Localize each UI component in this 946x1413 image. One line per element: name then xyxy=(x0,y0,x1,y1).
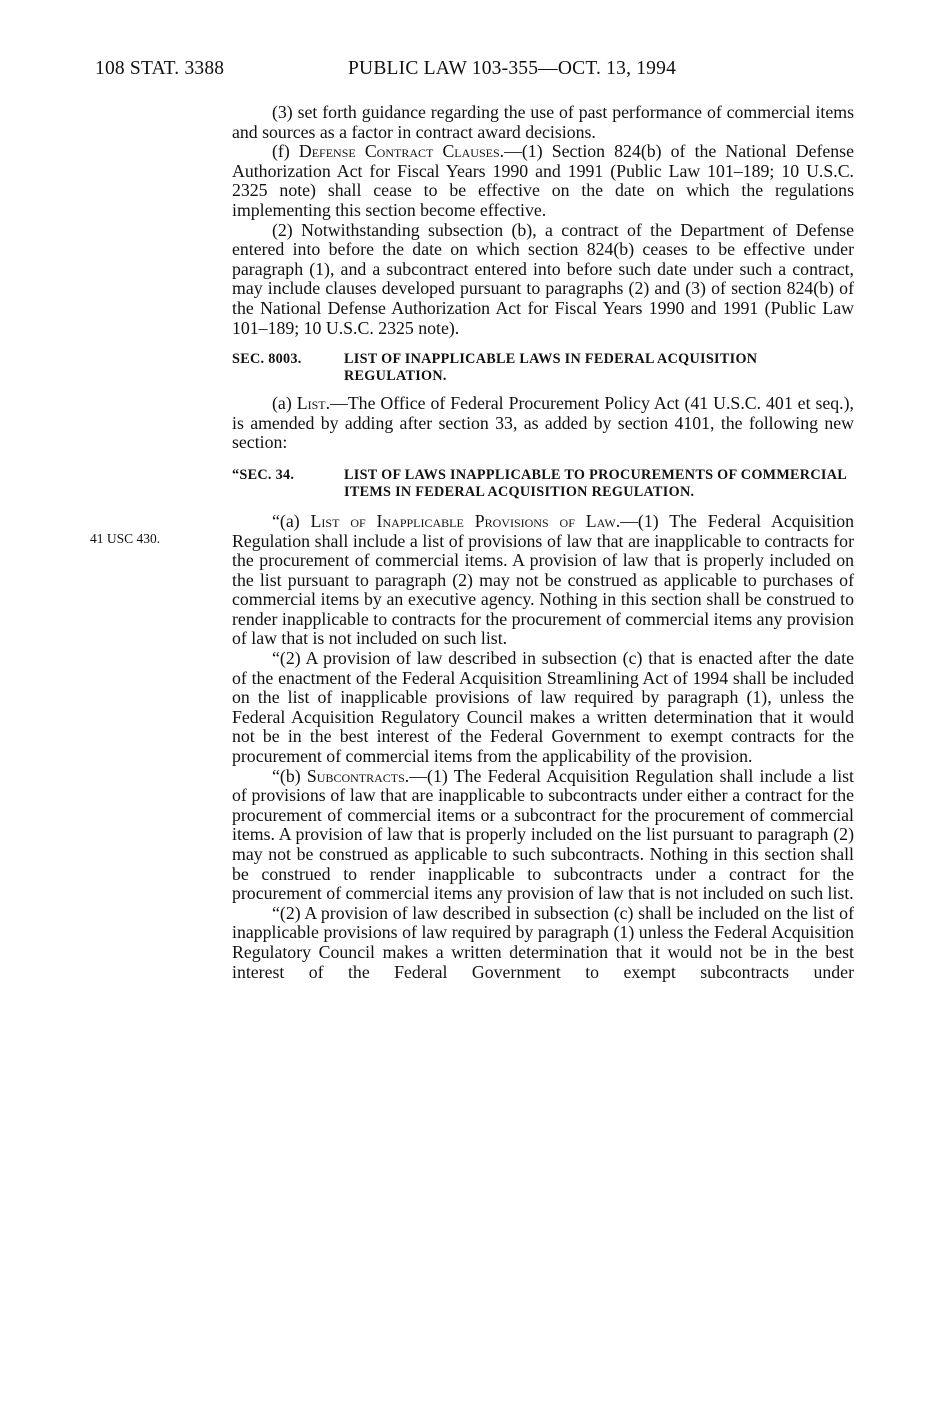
section-title: LIST OF INAPPLICABLE LAWS IN FEDERAL ACQUISITION REGULATION. xyxy=(344,351,758,385)
paragraph-label: “(a) xyxy=(272,510,311,531)
paragraph-notwithstanding: (2) Notwithstanding subsection (b), a contract of the Department of Defense entered into before the date on which section 824(b) ceases to be effective under paragraph (1), and a subcontract entered into before such date under such a contract, may include clauses developed pursuant to paragraphs (2) and (3) of section 824(b) of the National Defense Authorization Act for Fiscal Years 1990 and 1991 (Public Law 101–189; 10 U.S.C. 2325 note). xyxy=(232,219,854,338)
paragraph-enacted-after: “(2) A provision of law described in subsection (c) that is enacted after the date of the enactment of the Federal Acquisition Streamlining Act of 1994 shall be included on the list of inapplicable provisions of law required by paragraph (1), unless the Federal Acquisition Regulatory Council makes a written determination that it would not be in the best interest of the Federal Government to exempt contracts for the procurement of commercial items from the applicability of the provision. xyxy=(232,648,854,767)
statute-page-number: 108 STAT. 3388 xyxy=(95,58,225,79)
margin-citation: 41 USC 430. xyxy=(90,531,161,546)
paragraph-heading: Subcontracts xyxy=(306,765,405,786)
paragraph-defense-contract-clauses xyxy=(232,142,854,220)
section-number: “SEC. 34. xyxy=(232,466,295,483)
paragraph-subsection-c: “(2) A provision of law described in subsection (c) shall be included on the list of inapplicable provisions of law required by paragraph (1) unless the Federal Acquisition Regulatory Council makes a written determination that it would not be in the best interest of the Federal Government to exempt subcontracts under xyxy=(232,902,854,982)
section-heading-8003 xyxy=(232,351,854,385)
paragraph-heading: List of Inapplicable Provisions of Law xyxy=(310,510,616,531)
paragraph-guidance: (3) set forth guidance regarding the use of past performance of commercial items and sources as a factor in contract award decisions. xyxy=(232,102,854,142)
section-number: SEC. 8003. xyxy=(232,351,302,368)
paragraph-subcontracts xyxy=(232,767,854,904)
paragraph-text: .—(1) The Federal Acquisition Regulation shall include a list of provisions of law that are inapplicable to subcontracts under either a contract for the procurement of commercial items or a subcontract for the procurement of commercial items. A provision of law that is properly included on the list pursuant to paragraph (2) may not be construed as applicable to such subcontracts. Nothing in this section shall be construed to render inapplicable to subcontracts under a contract for the procurement of commercial items any provision of law that is not included on such list. xyxy=(232,765,854,904)
page-header xyxy=(95,58,855,88)
section-title: LIST OF LAWS INAPPLICABLE TO PROCUREMENTS OF COMMERCIAL ITEMS IN FEDERAL ACQUISITION REGULATION. xyxy=(344,466,847,500)
section-heading-34 xyxy=(232,467,854,501)
paragraph-list-of-inapplicable-provisions xyxy=(232,512,854,649)
paragraph-list xyxy=(232,394,854,453)
paragraph-text: .—(1) Section 824(b) of the National Defense Authorization Act for Fiscal Years 1990 and 1991 (Public Law 101–189; 10 U.S.C. 2325 note) shall cease to be effective on the date on which the regulations implementing this section become effective. xyxy=(232,141,854,220)
document-body xyxy=(232,103,854,982)
paragraph-label: (f) xyxy=(272,141,299,162)
paragraph-heading: Defense Contract Clauses xyxy=(298,141,500,162)
paragraph-text: .—(1) The Federal Acquisition Regulation shall include a list of provisions of law that are inapplicable to contracts for the procurement of commercial items. A provision of law that is properly included on the list pursuant to paragraph (2) may not be construed as applicable to purchases of commercial items by an executive agency. Nothing in this section shall be construed to render inapplicable to contracts for the procurement of commercial items any provision of law that is not included on such list. xyxy=(232,510,855,649)
paragraph-heading: List xyxy=(296,393,326,414)
paragraph-text: .—The Office of Federal Procurement Policy Act (41 U.S.C. 401 et seq.), is amended by adding after section 33, as added by section 4101, the following new section: xyxy=(232,393,854,453)
paragraph-label: “(b) xyxy=(272,765,307,786)
running-head: PUBLIC LAW 103-355—OCT. 13, 1994 xyxy=(348,58,677,79)
paragraph-label: (a) xyxy=(272,393,297,414)
